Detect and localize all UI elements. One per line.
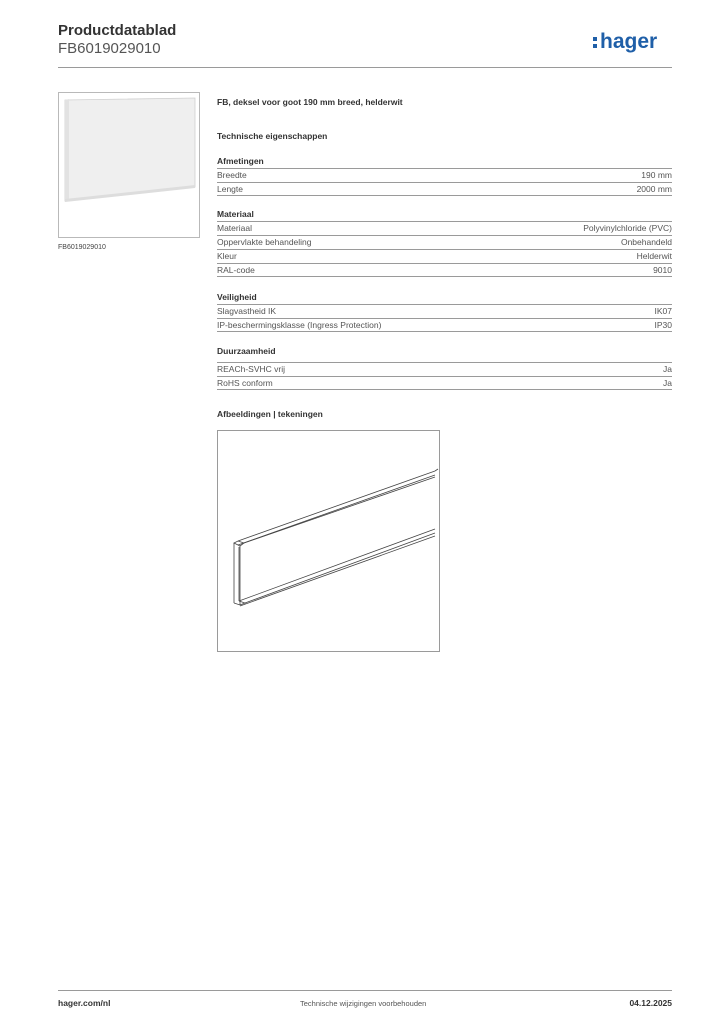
spec-key: Lengte xyxy=(217,184,243,194)
footer-website-link[interactable]: hager.com/nl xyxy=(58,998,111,1008)
spec-key: Slagvastheid IK xyxy=(217,306,277,316)
technical-heading: Technische eigenschappen xyxy=(217,131,328,141)
spec-row xyxy=(217,168,672,182)
spec-row xyxy=(217,221,672,235)
svg-text:hager: hager xyxy=(600,30,658,53)
spec-key: Kleur xyxy=(217,251,237,261)
technical-drawing xyxy=(217,430,440,652)
section-title-veiligheid: Veiligheid xyxy=(217,292,257,302)
spec-value: Ja xyxy=(663,364,672,374)
product-code: FB6019029010 xyxy=(58,40,161,57)
images-heading: Afbeeldingen | tekeningen xyxy=(217,409,323,419)
section-title-materiaal: Materiaal xyxy=(217,209,254,219)
spec-value: 9010 xyxy=(653,265,672,275)
spec-value: IK07 xyxy=(654,306,672,316)
spec-value: 190 mm xyxy=(641,170,672,180)
spec-key: Oppervlakte behandeling xyxy=(217,237,312,247)
spec-row xyxy=(217,235,672,249)
spec-value: 2000 mm xyxy=(636,184,672,194)
footer-disclaimer: Technische wijzigingen voorbehouden xyxy=(300,999,427,1008)
spec-key: REACh-SVHC vrij xyxy=(217,364,286,374)
hager-logo xyxy=(592,28,676,54)
spec-key: RoHS conform xyxy=(217,378,273,388)
spec-key: IP-beschermingsklasse (Ingress Protection) xyxy=(217,320,382,330)
spec-key: RAL-code xyxy=(217,265,255,275)
spec-value: Helderwit xyxy=(636,251,672,261)
footer-divider xyxy=(58,990,672,991)
spec-key: Breedte xyxy=(217,170,247,180)
spec-row xyxy=(217,249,672,263)
section-title-afmetingen: Afmetingen xyxy=(217,156,264,166)
spec-row xyxy=(217,376,672,390)
spec-value: Polyvinylchloride (PVC) xyxy=(583,223,672,233)
footer-date: 04.12.2025 xyxy=(629,998,672,1008)
section-title-duurzaamheid: Duurzaamheid xyxy=(217,346,276,356)
spec-key: Materiaal xyxy=(217,223,252,233)
product-image xyxy=(58,92,200,238)
spec-value: Ja xyxy=(663,378,672,388)
page-title: Productdatablad xyxy=(58,22,177,39)
spec-value: Onbehandeld xyxy=(620,237,672,247)
spec-value: IP30 xyxy=(654,320,672,330)
spec-row xyxy=(217,362,672,376)
header-divider xyxy=(58,67,672,68)
spec-row xyxy=(217,263,672,277)
product-description: FB, deksel voor goot 190 mm breed, helderwit xyxy=(217,97,403,107)
product-image-caption: FB6019029010 xyxy=(58,244,106,251)
spec-row xyxy=(217,304,672,318)
spec-row xyxy=(217,318,672,332)
spec-row xyxy=(217,182,672,196)
